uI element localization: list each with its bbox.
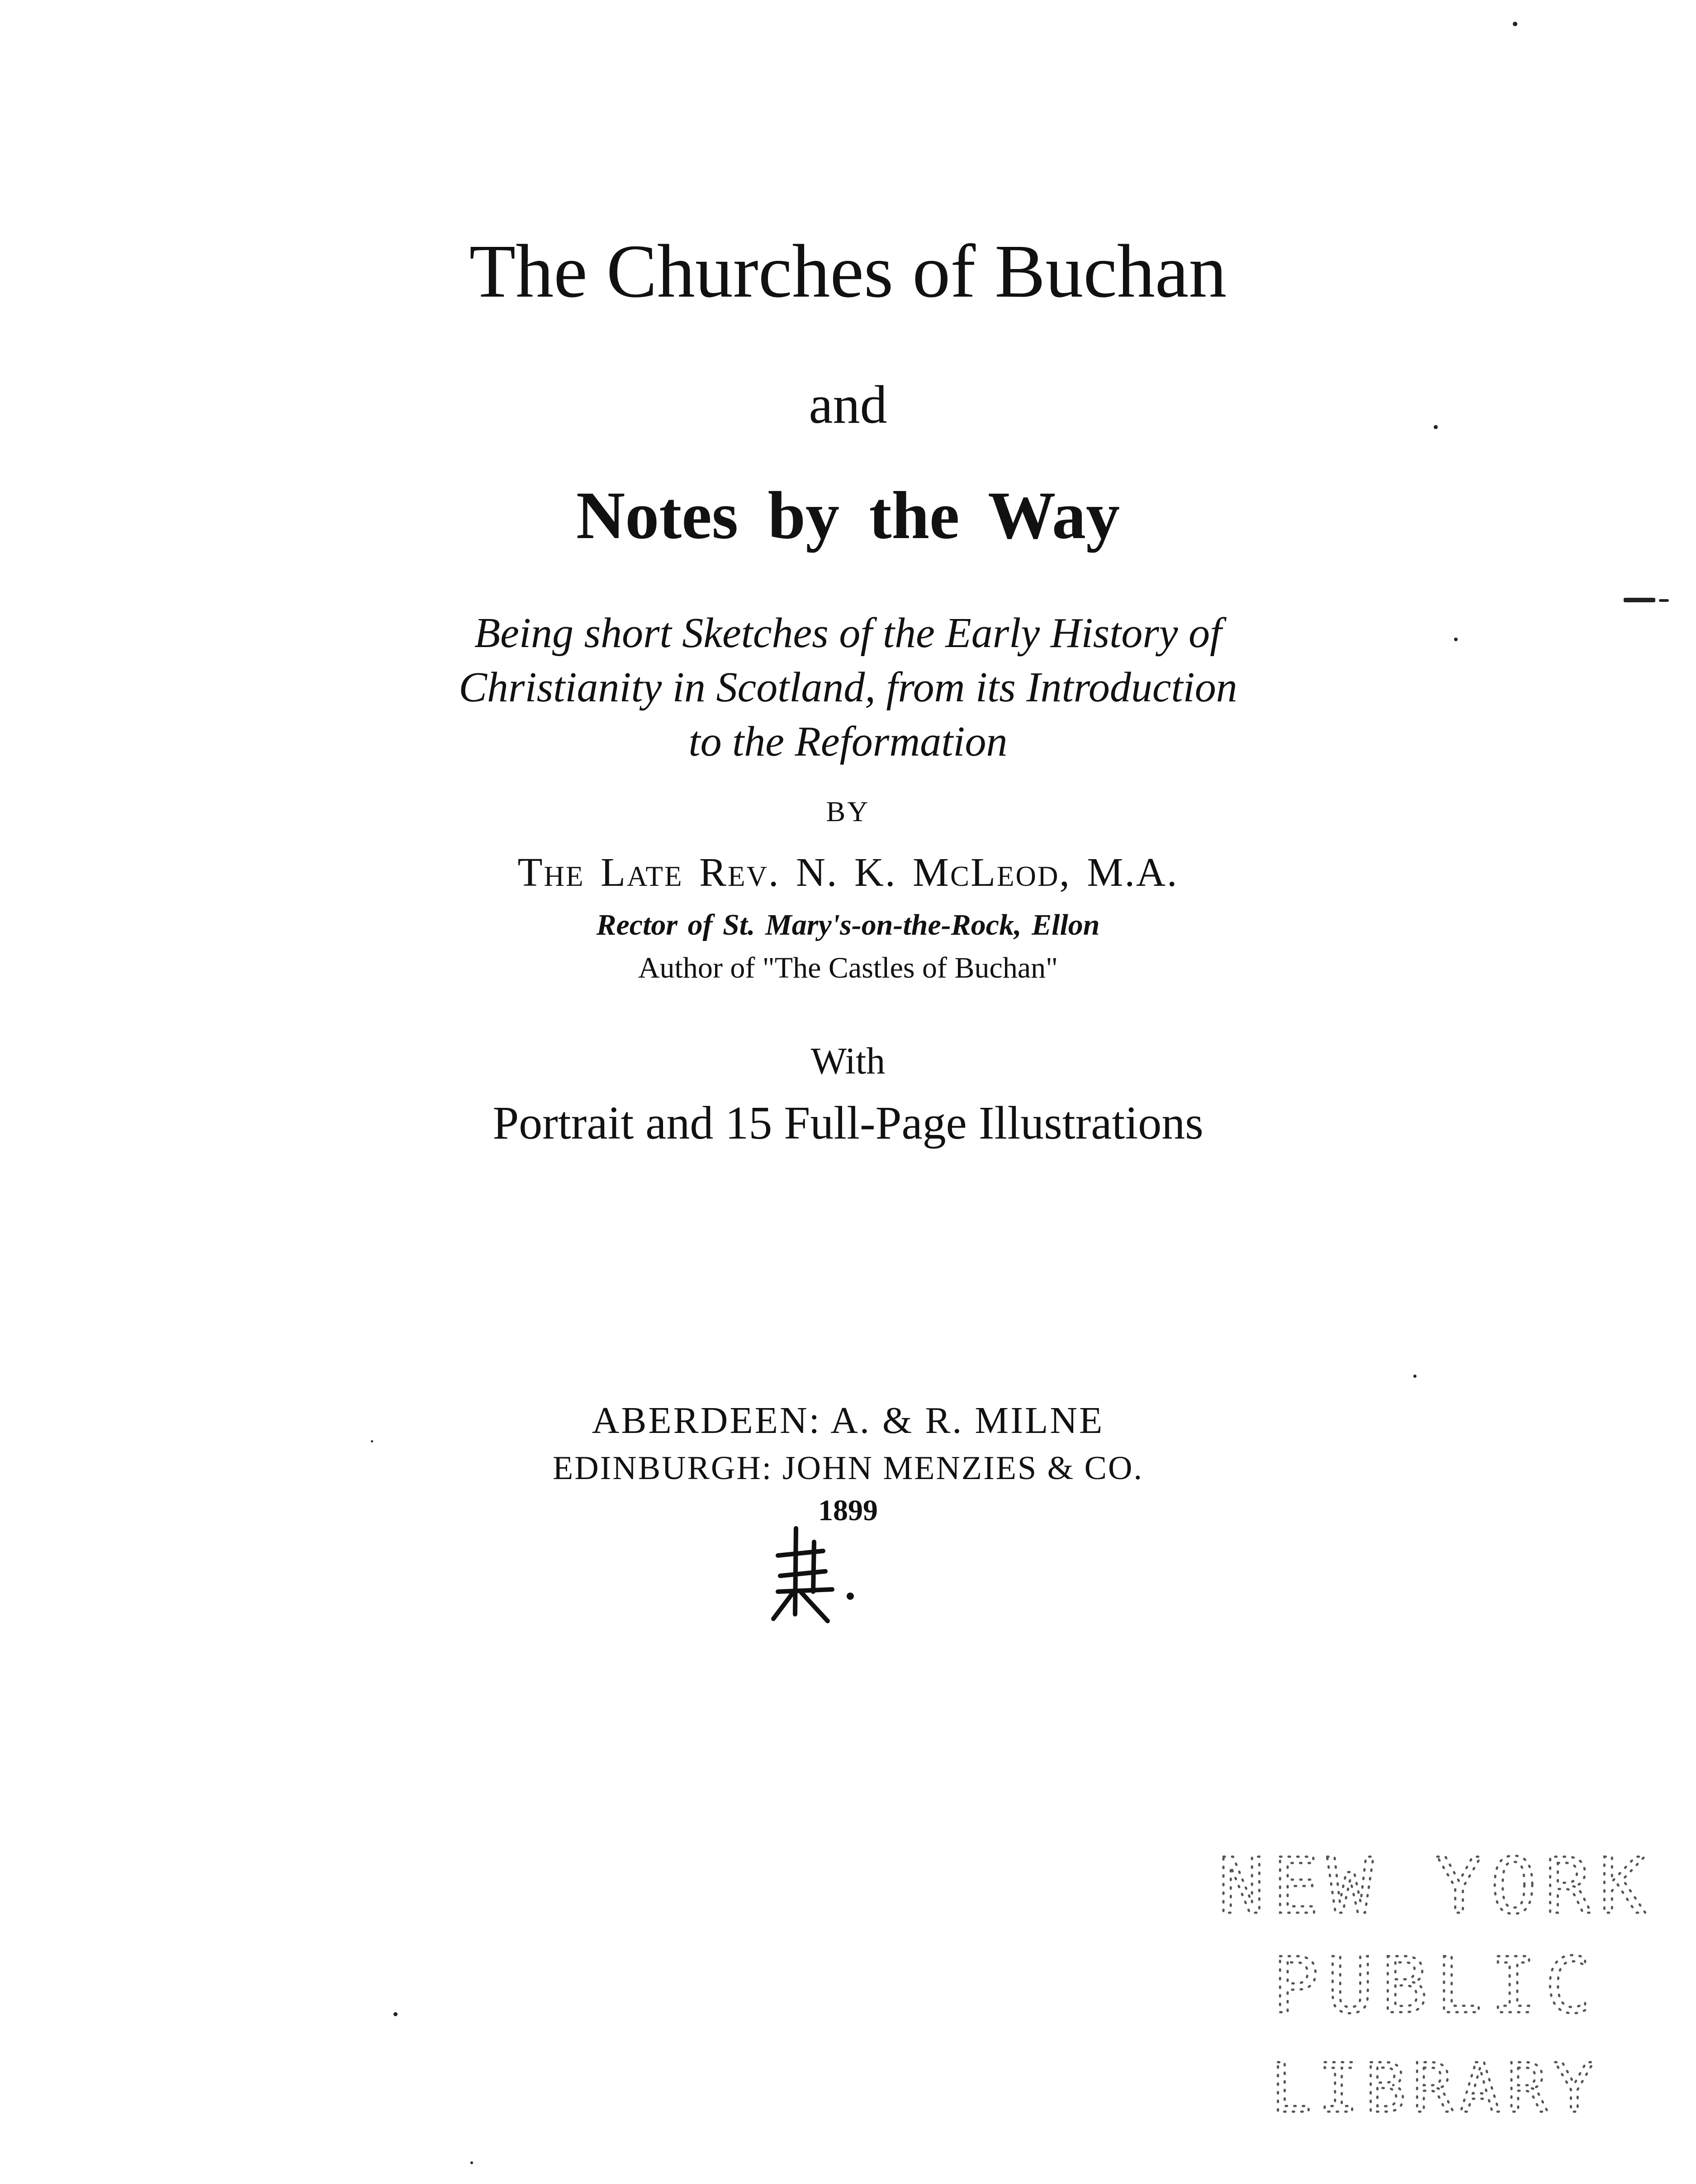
publisher-aberdeen: ABERDEEN: A. & R. MILNE — [592, 1399, 1104, 1442]
scan-dash — [1624, 598, 1655, 602]
illustrations-note: Portrait and 15 Full-Page Illustrations — [493, 1097, 1203, 1149]
svg-text:NEW YORK: NEW YORK — [1221, 1842, 1651, 1931]
author-role: Rector of St. Mary's-on-the-Rock, Ellon — [596, 908, 1100, 941]
book-description — [0, 606, 1696, 769]
scan-speck — [470, 2161, 473, 2164]
description-line-1: Being short Sketches of the Early History of — [474, 610, 1222, 657]
library-perforation-stamp — [1221, 1831, 1651, 2130]
publication-year: 1899 — [818, 1494, 878, 1527]
with-label: With — [810, 1040, 886, 1082]
perforation-stamp-icon — [1221, 1831, 1651, 2130]
scan-dash — [1659, 599, 1669, 602]
title-conjunction: and — [809, 374, 887, 435]
scan-speck — [371, 1440, 373, 1442]
description-line-3: to the Reformation — [688, 718, 1008, 765]
scan-speck — [1513, 22, 1517, 26]
svg-text:PUBLIC: PUBLIC — [1272, 1941, 1600, 2031]
description-line-2: Christianity in Scotland, from its Introduction — [459, 664, 1237, 711]
publisher-edinburgh: EDINBURGH: JOHN MENZIES & CO. — [553, 1450, 1143, 1487]
scan-speck — [1413, 1375, 1416, 1378]
author-name: The Late Rev. N. K. McLeod, M.A. — [517, 850, 1179, 895]
scan-speck — [1434, 425, 1438, 429]
handwritten-mark-icon — [769, 1524, 859, 1628]
book-subtitle: Notes by the Way — [576, 478, 1120, 553]
book-title: The Churches of Buchan — [469, 229, 1227, 313]
svg-text:LIBRARY: LIBRARY — [1270, 2049, 1601, 2128]
by-label: BY — [826, 795, 870, 827]
author-other-work: Author of "The Castles of Buchan" — [638, 951, 1058, 984]
scan-speck — [393, 2012, 398, 2016]
scan-speck — [1454, 638, 1458, 641]
